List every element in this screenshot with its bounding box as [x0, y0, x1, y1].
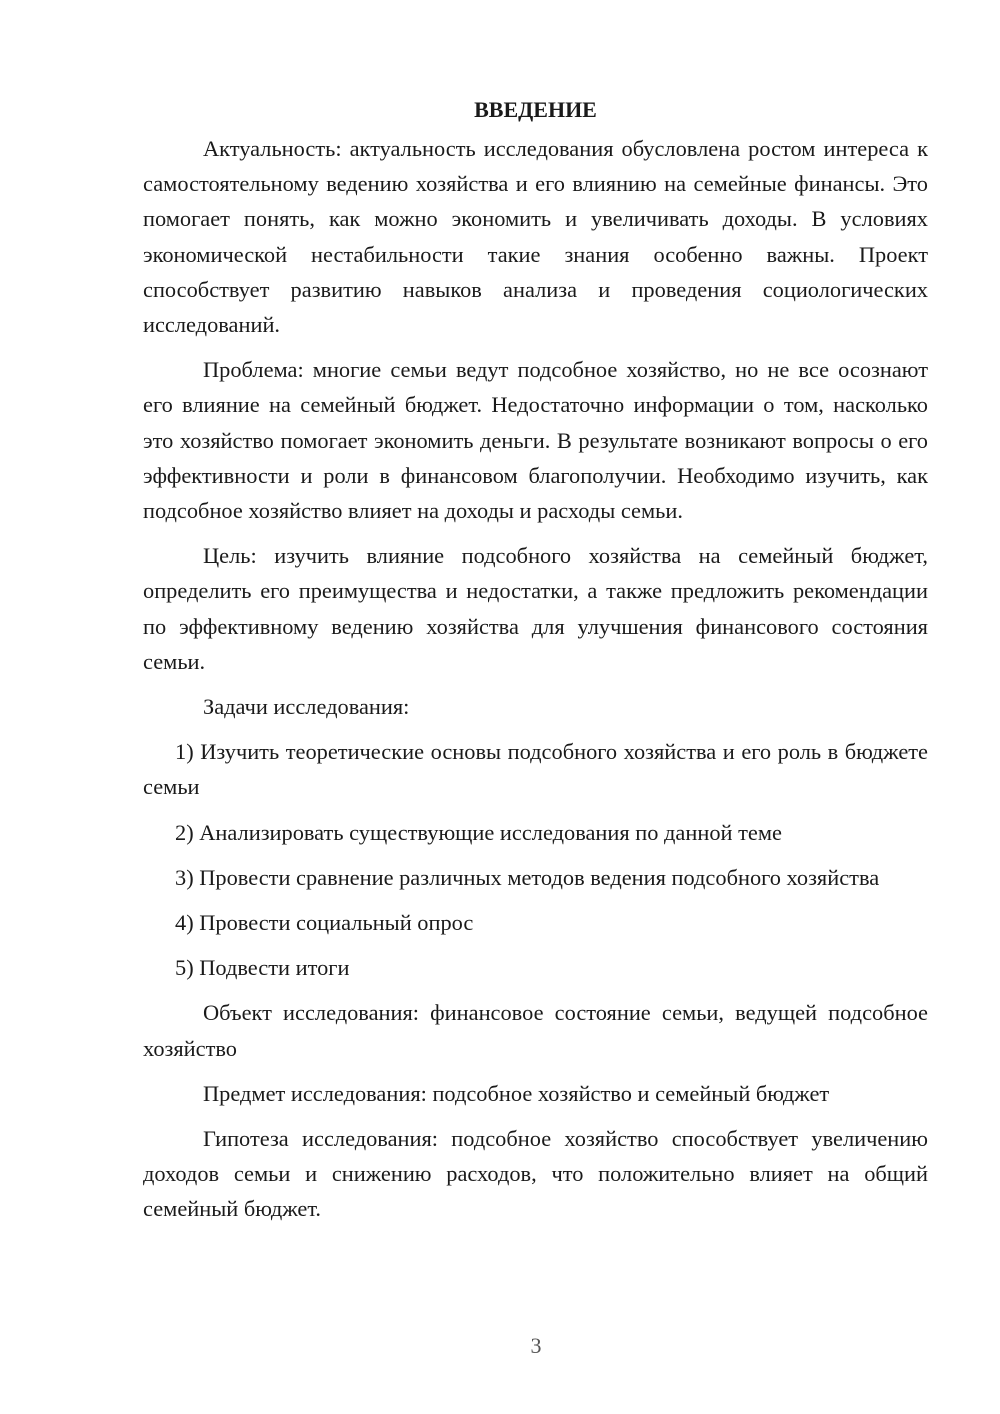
section-title: ВВЕДЕНИЕ	[474, 97, 597, 122]
relevance-paragraph: Актуальность: актуальность исследования обусловлена ростом интереса к самостоятельному ведению хозяйства и его влиянию на семейные финансы. Это помогает понять, как можно экономить и увеличивать доходы. В условиях экономической нестабильности такие знания особенно важны. Проект способствует развитию навыков анализа и проведения социологических исследований.	[143, 136, 928, 338]
task-item-5: 5) Подвести итоги	[175, 955, 350, 981]
hypothesis-paragraph: Гипотеза исследования: подсобное хозяйство способствует увеличению доходов семьи и снижению расходов, что положительно влияет на общий семейный бюджет.	[143, 1126, 928, 1222]
goal-paragraph: Цель: изучить влияние подсобного хозяйства на семейный бюджет, определить его преимущества и недостатки, а также предложить рекомендации по эффективному ведению хозяйства для улучшения финансового состояния семьи.	[143, 543, 928, 674]
tasks-heading: Задачи исследования:	[203, 694, 410, 720]
subject-paragraph: Предмет исследования: подсобное хозяйство и семейный бюджет	[203, 1080, 830, 1106]
problem-paragraph: Проблема: многие семьи ведут подсобное хозяйство, но не все осознают его влияние на семейный бюджет. Недостаточно информации о том, насколько это хозяйство помогает экономить деньги. В результате возникают вопросы о его эффективности и роли в финансовом благополучии. Необходимо изучить, как подсобное хозяйство влияет на доходы и расходы семьи.	[143, 357, 928, 524]
document-page	[143, 92, 928, 1237]
task-item-2: 2) Анализировать существующие исследования по данной теме	[175, 819, 782, 845]
page-number: 3	[530, 1333, 542, 1358]
task-item-1: 1) Изучить теоретические основы подсобного хозяйства и его роль в бюджете семьи	[143, 739, 928, 800]
task-item-3: 3) Провести сравнение различных методов ведения подсобного хозяйства	[175, 864, 880, 890]
object-paragraph: Объект исследования: финансовое состояние семьи, ведущей подсобное хозяйство	[143, 1000, 928, 1061]
task-item-4: 4) Провести социальный опрос	[175, 910, 474, 936]
